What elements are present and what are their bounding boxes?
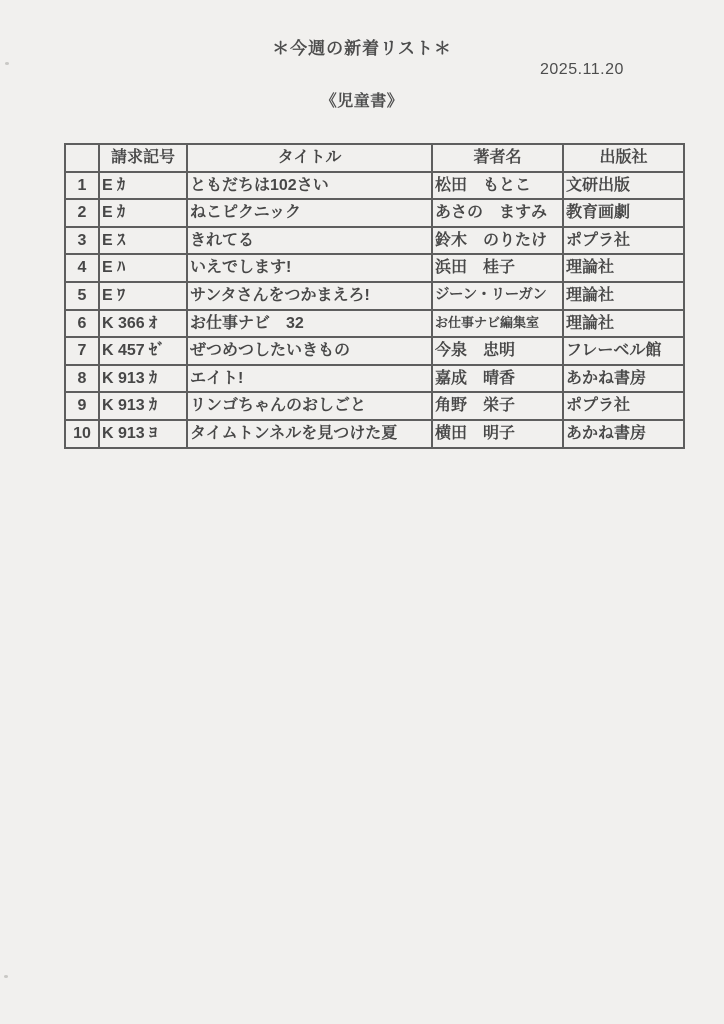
page-title: ＊今週の新着リスト＊ (272, 39, 452, 58)
cell-publisher: 文研出版 (563, 172, 684, 200)
cell-index: 10 (65, 420, 99, 448)
cell-index: 8 (65, 365, 99, 393)
table-row (65, 337, 684, 365)
category-heading: 《児童書》 (320, 93, 404, 110)
cell-call-number: E ｽ (99, 227, 187, 255)
cell-author: 今泉 忠明 (432, 337, 563, 365)
cell-publisher: 教育画劇 (563, 199, 684, 227)
cell-title: ともだちは102さい (187, 172, 432, 200)
cell-call-number: E ｶ (99, 199, 187, 227)
cell-publisher: 理論社 (563, 310, 684, 338)
cell-title: エイト! (187, 365, 432, 393)
table-row (65, 172, 684, 200)
table-row (65, 227, 684, 255)
cell-title: サンタさんをつかまえろ! (187, 282, 432, 310)
cell-title: いえでします! (187, 254, 432, 282)
cell-call-number: E ﾊ (99, 254, 187, 282)
cell-index: 7 (65, 337, 99, 365)
cell-title: きれてる (187, 227, 432, 255)
table-row (65, 282, 684, 310)
header-cell-publisher: 出版社 (563, 144, 684, 172)
scan-speck (5, 62, 9, 65)
cell-publisher: あかね書房 (563, 365, 684, 393)
document-date: 2025.11.20 (540, 61, 624, 78)
cell-call-number: E ﾜ (99, 282, 187, 310)
header-cell-call-number: 請求記号 (99, 144, 187, 172)
table-row (65, 254, 684, 282)
cell-index: 5 (65, 282, 99, 310)
cell-call-number: K 913 ｶ (99, 392, 187, 420)
cell-title: ぜつめつしたいきもの (187, 337, 432, 365)
table-row (65, 420, 684, 448)
table-row (65, 310, 684, 338)
table-header-row (65, 144, 684, 172)
cell-publisher: 理論社 (563, 254, 684, 282)
cell-author: 浜田 桂子 (432, 254, 563, 282)
cell-author: あさの ますみ (432, 199, 563, 227)
cell-publisher: あかね書房 (563, 420, 684, 448)
cell-author: ジーン・リーガン (432, 282, 563, 310)
table-row (65, 199, 684, 227)
header-cell-title: タイトル (187, 144, 432, 172)
cell-index: 2 (65, 199, 99, 227)
cell-title: お仕事ナビ 32 (187, 310, 432, 338)
cell-index: 6 (65, 310, 99, 338)
cell-publisher: ポプラ社 (563, 392, 684, 420)
cell-call-number: E ｶ (99, 172, 187, 200)
new-arrivals-table (64, 143, 685, 449)
cell-publisher: 理論社 (563, 282, 684, 310)
cell-title: リンゴちゃんのおしごと (187, 392, 432, 420)
cell-call-number: K 913 ｶ (99, 365, 187, 393)
cell-publisher: フレーベル館 (563, 337, 684, 365)
cell-index: 4 (65, 254, 99, 282)
cell-index: 1 (65, 172, 99, 200)
table-row (65, 392, 684, 420)
cell-title: ねこピクニック (187, 199, 432, 227)
cell-publisher: ポプラ社 (563, 227, 684, 255)
cell-call-number: K 913 ﾖ (99, 420, 187, 448)
cell-index: 3 (65, 227, 99, 255)
cell-author: お仕事ナビ編集室 (432, 310, 563, 338)
header-cell-author: 著者名 (432, 144, 563, 172)
cell-author: 横田 明子 (432, 420, 563, 448)
table-row (65, 365, 684, 393)
cell-call-number: K 366 ｵ (99, 310, 187, 338)
cell-author: 角野 栄子 (432, 392, 563, 420)
cell-call-number: K 457 ｾﾞ (99, 337, 187, 365)
cell-index: 9 (65, 392, 99, 420)
cell-title: タイムトンネルを見つけた夏 (187, 420, 432, 448)
cell-author: 松田 もとこ (432, 172, 563, 200)
cell-author: 鈴木 のりたけ (432, 227, 563, 255)
header-cell-index (65, 144, 99, 172)
cell-author: 嘉成 晴香 (432, 365, 563, 393)
scan-speck (4, 975, 8, 978)
